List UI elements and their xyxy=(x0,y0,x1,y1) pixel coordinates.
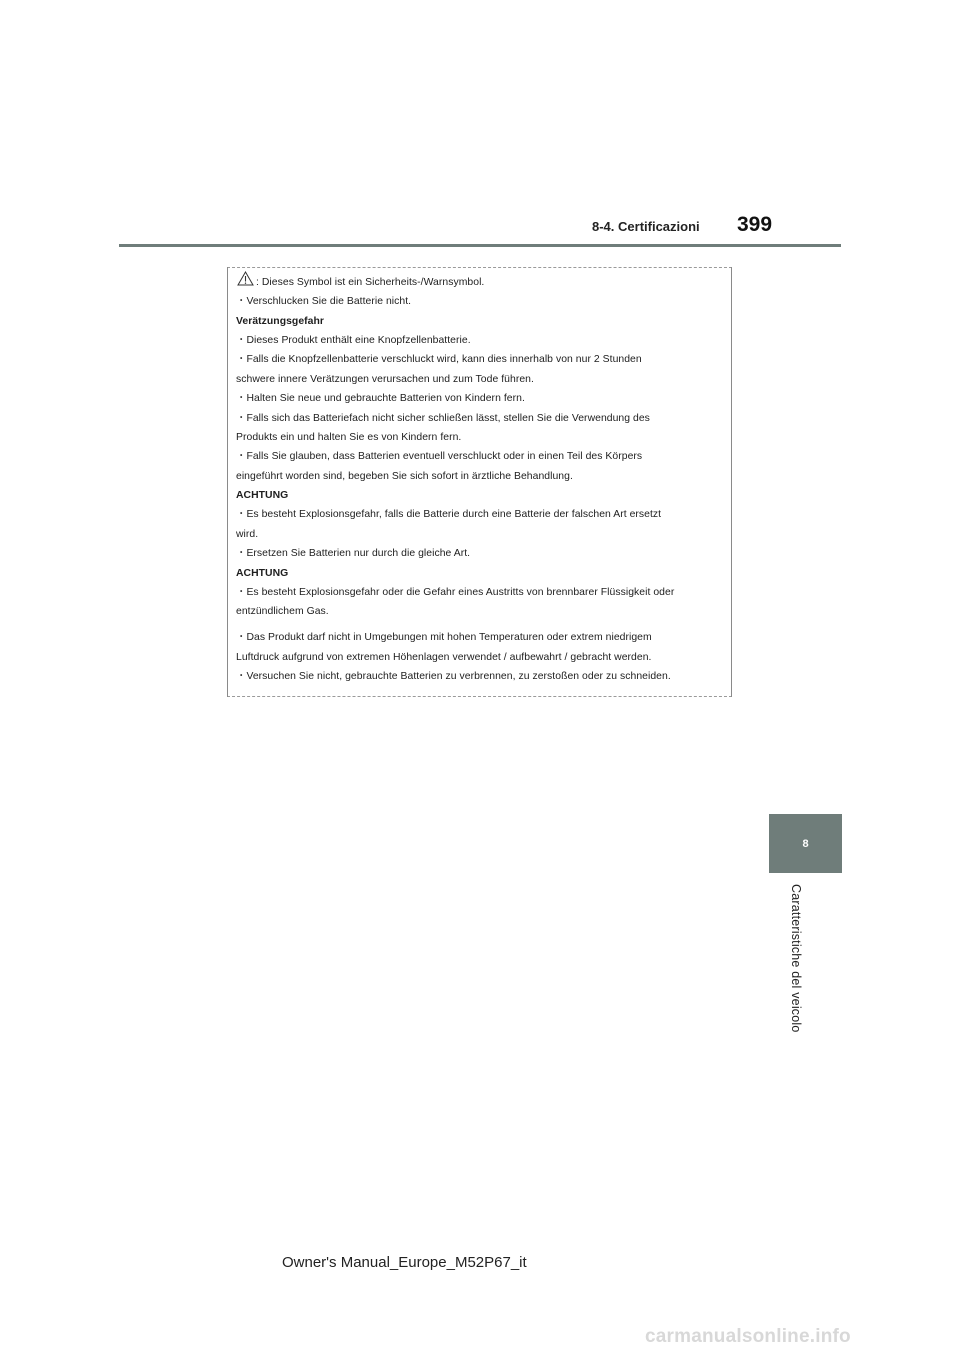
section-label: 8-4. Certificazioni xyxy=(592,219,700,234)
chapter-title: Caratteristiche del veicolo xyxy=(789,884,803,1033)
header-rule xyxy=(119,244,841,247)
notice-line: ・Versuchen Sie nicht, gebrauchte Batterien zu verbrennen, zu zerstoßen oder zu schneiden. xyxy=(236,671,671,682)
notice-line: ・Verschlucken Sie die Batterie nicht. xyxy=(236,296,412,307)
notice-line: : Dieses Symbol ist ein Sicherheits-/Warnsymbol. xyxy=(256,277,485,288)
notice-heading: ACHTUNG xyxy=(236,568,289,579)
notice-line: ・Falls Sie glauben, dass Batterien eventuell verschluckt oder in einen Teil des Körpers xyxy=(236,451,643,462)
notice-line: ・Halten Sie neue und gebrauchte Batterien von Kindern fern. xyxy=(236,393,525,404)
notice-line: ・Es besteht Explosionsgefahr, falls die Batterie durch eine Batterie der falschen Art ersetzt xyxy=(236,509,662,520)
notice-line: ・Ersetzen Sie Batterien nur durch die gleiche Art. xyxy=(236,548,471,559)
chapter-number: 8 xyxy=(802,837,809,850)
notice-line: ・Das Produkt darf nicht in Umgebungen mit hohen Temperaturen oder extrem niedrigem xyxy=(236,632,652,643)
notice-line: ・Es besteht Explosionsgefahr oder die Gefahr eines Austritts von brennbarer Flüssigkeit oder xyxy=(236,587,675,598)
watermark: carmanualsonline.info xyxy=(645,1326,851,1347)
notice-line: ・Falls die Knopfzellenbatterie verschluckt wird, kann dies innerhalb von nur 2 Stunden xyxy=(236,354,642,365)
battery-safety-notice xyxy=(227,267,732,697)
page-number: 399 xyxy=(737,213,773,236)
warning-triangle-icon xyxy=(237,271,254,286)
notice-line: entzündlichem Gas. xyxy=(236,606,329,617)
footer-manual-id: Owner's Manual_Europe_M52P67_it xyxy=(282,1254,527,1271)
notice-line: eingeführt worden sind, begeben Sie sich sofort in ärztliche Behandlung. xyxy=(236,471,573,482)
notice-line: schwere innere Verätzungen verursachen und zum Tode führen. xyxy=(236,374,534,385)
notice-line: Luftdruck aufgrund von extremen Höhenlagen verwendet / aufbewahrt / gebracht werden. xyxy=(236,652,652,663)
notice-line: Produkts ein und halten Sie es von Kindern fern. xyxy=(236,432,462,443)
notice-line: wird. xyxy=(236,529,259,540)
chapter-tab xyxy=(769,814,842,873)
notice-line: ・Dieses Produkt enthält eine Knopfzellenbatterie. xyxy=(236,335,471,346)
notice-line: ・Falls sich das Batteriefach nicht sicher schließen lässt, stellen Sie die Verwendung des xyxy=(236,413,650,424)
notice-heading: ACHTUNG xyxy=(236,490,289,501)
notice-heading: Verätzungsgefahr xyxy=(236,316,324,327)
